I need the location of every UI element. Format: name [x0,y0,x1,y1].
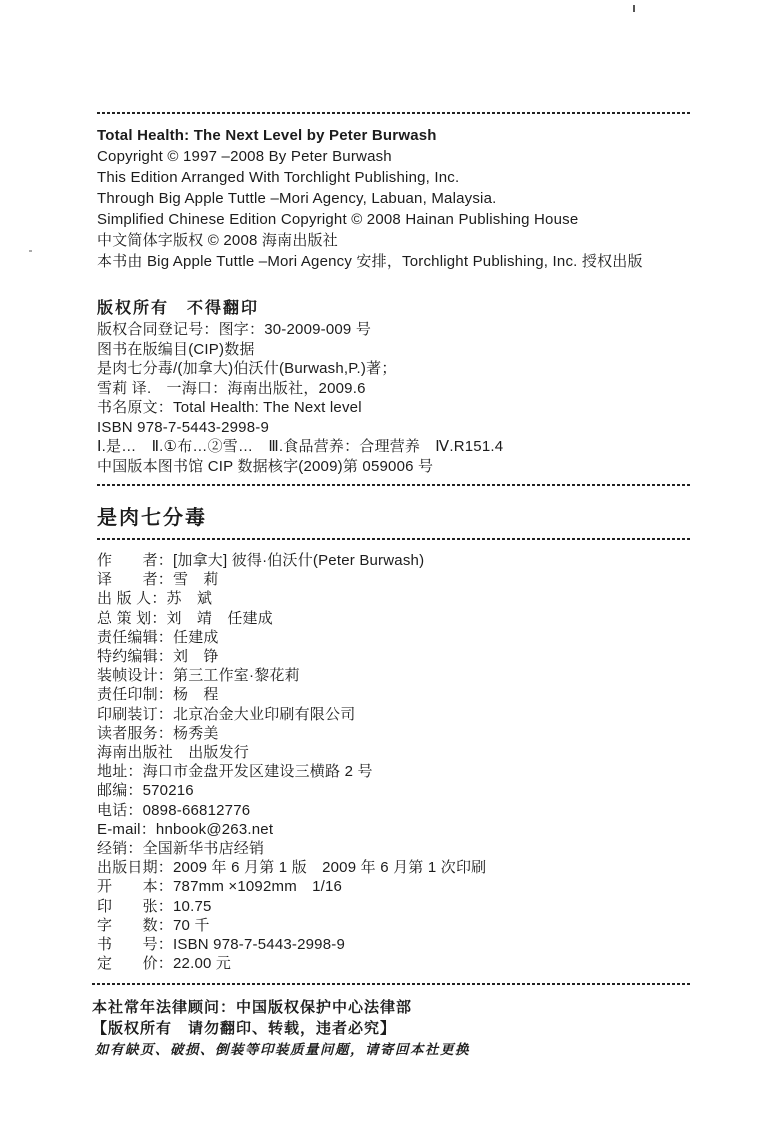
dotted-rule-footer [92,983,691,985]
credit-line-postcode: 邮编：570216 [97,782,194,800]
original-name-line: 书名原文：Total Health: The Next level [97,399,362,416]
credit-line-printer: 印刷装订：北京冶金大业印刷有限公司 [97,705,356,723]
credit-line-chief-planner: 总 策 划：刘 靖 任建成 [97,609,273,627]
credit-line-print-editor: 责任印制：杨 程 [97,686,219,704]
cip-author-line: 是肉七分毒/(加拿大)伯沃什(Burwash,P.)著； [97,360,397,377]
edition-arranged-line: This Edition Arranged With Torchlight Publishing, Inc. [97,169,460,186]
authorization-line: 本书由 Big Apple Tuttle –Mori Agency 安排，Torchlight Publishing, Inc. 授权出版 [97,253,643,270]
credit-line-distribution: 经销：全国新华书店经销 [97,840,265,858]
cip-block [97,320,717,476]
credit-line-word-count: 字 数：70 千 [97,916,210,934]
credit-line-address: 地址：海口市金盘开发区建设三横路 2 号 [97,763,373,781]
cip-data-line: 图书在版编目(CIP)数据 [97,340,255,358]
credit-line-translator: 译 者：雪 莉 [97,571,219,589]
original-title-line: Total Health: The Next Level by Peter Burwash [97,127,437,144]
dotted-rule-above-title [97,484,691,486]
agency-line: Through Big Apple Tuttle –Mori Agency, Labuan, Malaysia. [97,190,497,207]
credit-line-publishing-house: 海南出版社 出版发行 [97,744,250,762]
credit-line-publisher: 出 版 人：苏 斌 [97,590,213,608]
publication-credits-block [97,551,717,973]
copyright-line: Copyright © 1997 –2008 By Peter Burwash [97,148,392,165]
chinese-rights-line: 中文简体字版权 © 2008 海南出版社 [97,232,338,249]
dotted-rule-top [97,112,691,114]
credit-line-format: 开 本：787mm ×1092mm 1/16 [97,878,343,896]
all-rights-reserved-heading: 版权所有 不得翻印 [97,300,260,317]
credit-line-editor: 责任编辑：任建成 [97,628,219,646]
credit-line-sheets: 印 张：10.75 [97,897,212,915]
print-quality-notice: 如有缺页、破损、倒装等印装质量问题，请寄回本社更换 [95,1042,470,1058]
license-block [97,125,717,272]
credit-line-email: E-mail：hnbook@263.net [97,820,274,838]
credit-line-reader-service: 读者服务：杨秀美 [97,724,219,742]
registration-number-line: 版权合同登记号：图字：30-2009-009 号 [97,321,372,338]
scan-speck [633,5,635,12]
credit-line-guest-editor: 特约编辑：刘 铮 [97,648,219,666]
isbn-line: ISBN 978-7-5443-2998-9 [97,418,270,436]
classification-line: Ⅰ.是… Ⅱ.①布…②雪… Ⅲ.食品营养：合理营养 Ⅳ.R151.4 [97,438,504,455]
cip-publisher-line: 雪莉 译. 一海口：海南出版社，2009.6 [97,379,366,397]
credit-line-phone: 电话：0898-66812776 [97,801,251,819]
rights-warning-notice: 【版权所有 请勿翻印、转载，违者必究】 [92,1020,397,1037]
credit-line-publish-date: 出版日期：2009 年 6 月第 1 版 2009 年 6 月第 1 次印刷 [97,859,487,877]
credit-line-author: 作 者：[加拿大] 彼得·伯沃什(Peter Burwash) [97,552,425,569]
credit-line-designer: 装帧设计：第三工作室·黎花莉 [97,667,300,685]
chinese-edition-line: Simplified Chinese Edition Copyright © 2008 Hainan Publishing House [97,211,579,228]
book-title: 是肉七分毒 [97,507,207,529]
credit-line-price: 定 价：22.00 元 [97,955,232,973]
dotted-rule-below-title [97,538,691,540]
scan-speck [29,250,32,252]
legal-advisor-notice: 本社常年法律顾问：中国版权保护中心法律部 [92,999,413,1016]
cip-verification-line: 中国版本图书馆 CIP 数据核字(2009)第 059006 号 [97,457,434,475]
credit-line-isbn: 书 号：ISBN 978-7-5443-2998-9 [97,936,346,954]
